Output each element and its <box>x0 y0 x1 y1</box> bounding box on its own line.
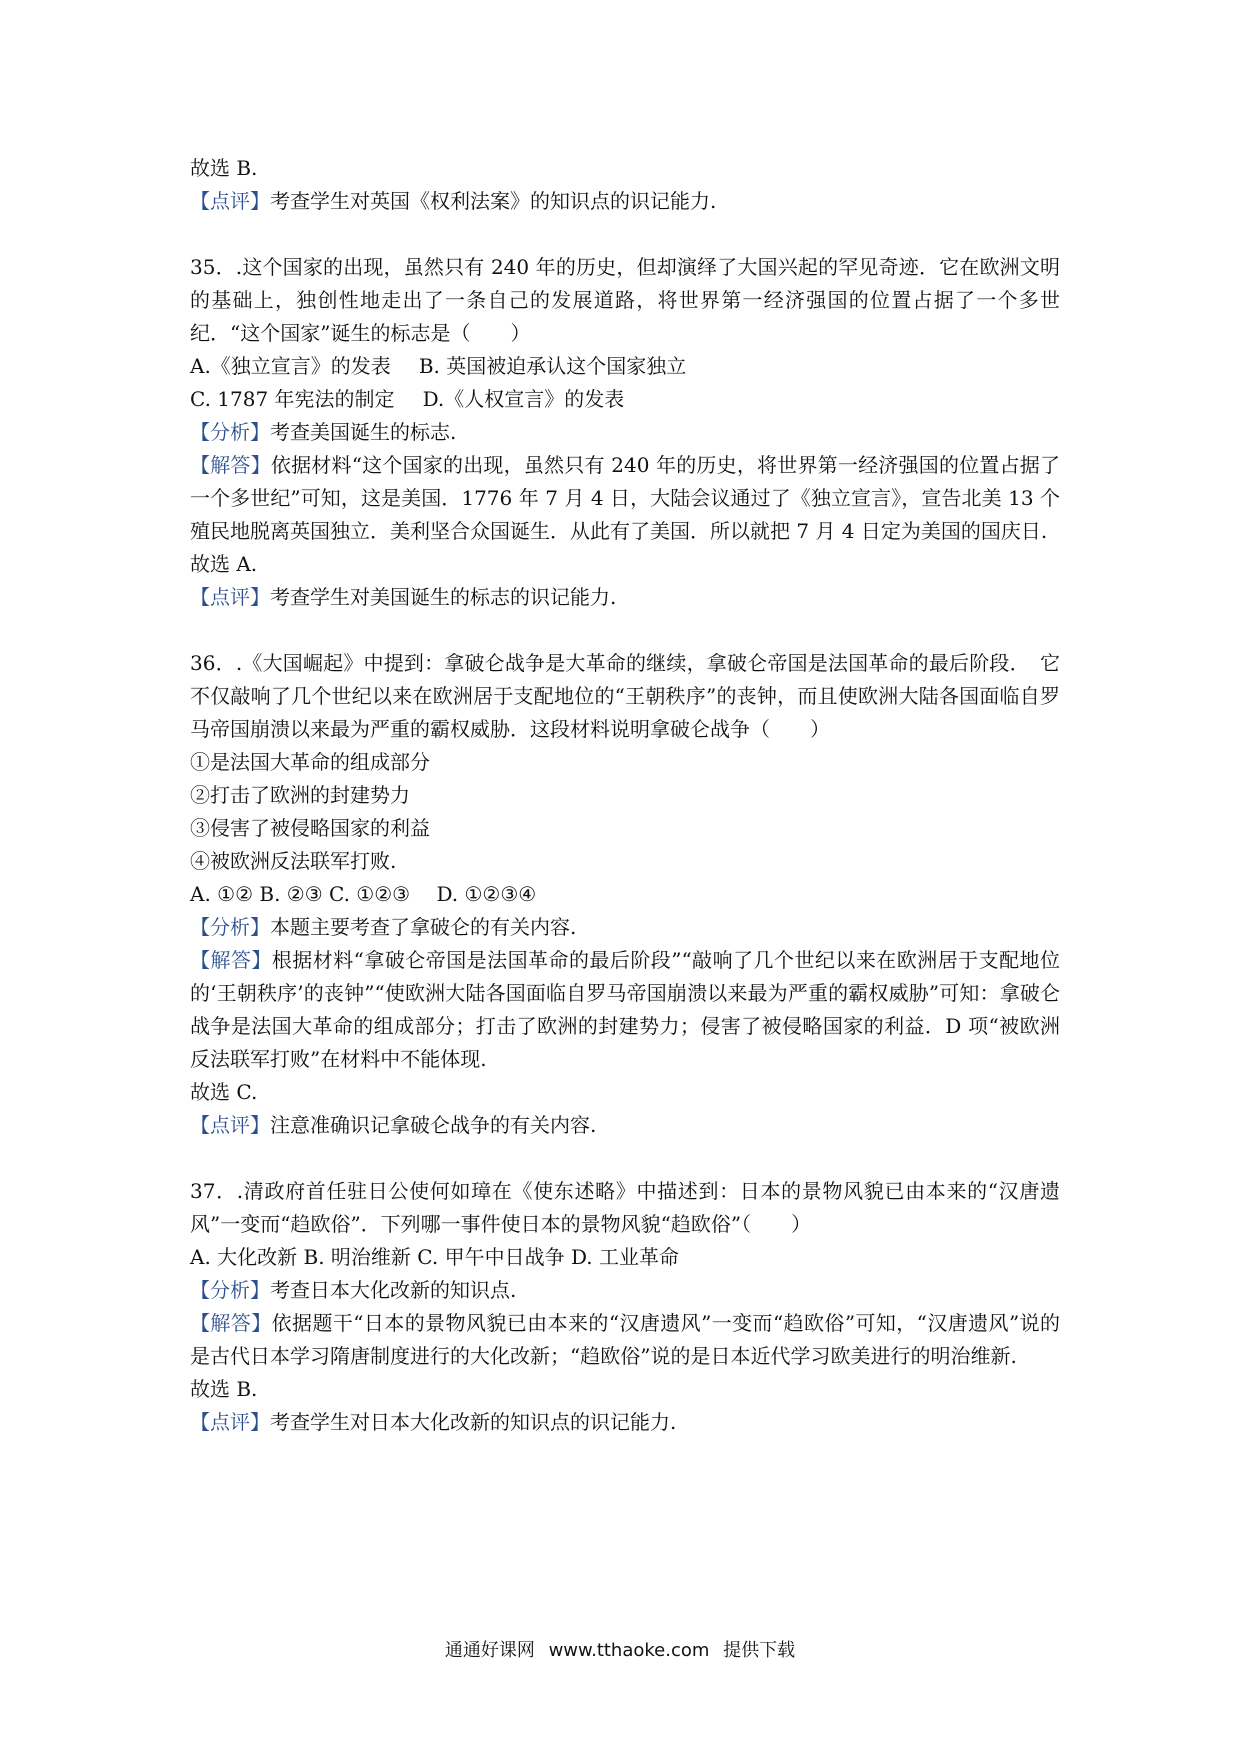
question-36-analysis <box>190 911 1060 944</box>
footer-suffix: 提供下载 <box>723 1640 796 1661</box>
solution-text: 根据材料“拿破仑帝国是法国革命的最后阶段”“敲响了几个世纪以来在欧洲居于支配地位的‘王朝秩序’的丧钟”“使欧洲大陆各国面临自罗马帝国崩溃以来最为严重的霸权威胁”可知：拿破仑战争是法国大革命的组成部分；打击了欧洲的封建势力；侵害了被侵略国家的利益．D 项“被欧洲反法联军打败”在材料中不能体现. <box>190 948 1060 1071</box>
question-36-item: ④被欧洲反法联军打败. <box>190 849 397 873</box>
question-37-solution <box>190 1307 1060 1373</box>
comment-text: 注意准确识记拿破仑战争的有关内容. <box>270 1113 597 1137</box>
analysis-text: 本题主要考查了拿破仑的有关内容. <box>270 915 577 939</box>
analysis-text: 考查日本大化改新的知识点. <box>270 1278 517 1302</box>
question-37-answer: 故选 B. <box>190 1377 258 1401</box>
comment-tag: 【点评】 <box>190 1410 270 1434</box>
question-35-options-row1 <box>190 350 1060 383</box>
option-d: D.《人权宣言》的发表 <box>422 387 625 411</box>
option-c: C. 1787 年宪法的制定 <box>190 387 395 411</box>
solution-tag: 【解答】 <box>190 948 272 972</box>
question-37-comment <box>190 1406 1060 1439</box>
solution-tag: 【解答】 <box>190 453 271 477</box>
question-36-item: ①是法国大革命的组成部分 <box>190 750 430 774</box>
comment-text: 考查学生对美国诞生的标志的识记能力. <box>270 585 617 609</box>
question-35-answer: 故选 A. <box>190 552 258 576</box>
analysis-tag: 【分析】 <box>190 420 270 444</box>
question-37-options: A. 大化改新 B. 明治维新 C. 甲午中日战争 D. 工业革命 <box>190 1245 679 1269</box>
option-b: B. 英国被迫承认这个国家独立 <box>418 354 687 378</box>
comment-tag: 【点评】 <box>190 585 270 609</box>
question-36-item: ③侵害了被侵略国家的利益 <box>190 816 430 840</box>
question-35-options-row2 <box>190 383 1060 416</box>
comment-text: 考查学生对英国《权利法案》的知识点的识记能力. <box>270 189 717 213</box>
comment-tag: 【点评】 <box>190 1113 270 1137</box>
comment-tag: 【点评】 <box>190 189 270 213</box>
footer-url[interactable]: www.tthaoke.com <box>548 1640 710 1661</box>
question-36-stem: 36．.《大国崛起》中提到：拿破仑战争是大革命的继续，拿破仑帝国是法国革命的最后阶段． 它不仅敲响了几个世纪以来在欧洲居于支配地位的“王朝秩序”的丧钟，而且使欧洲大陆各国面临自罗马帝国崩溃以来最为严重的霸权威胁．这段材料说明拿破仑战争（ ） <box>190 651 1060 741</box>
analysis-tag: 【分析】 <box>190 915 270 939</box>
question-36-comment <box>190 1109 1060 1142</box>
question-35-stem: 35．.这个国家的出现，虽然只有 240 年的历史，但却演绎了大国兴起的罕见奇迹．它在欧洲文明的基础上，独创性地走出了一条自己的发展道路，将世界第一经济强国的位置占据了一个多世纪．“这个国家”诞生的标志是（ ） <box>190 255 1060 345</box>
question-37-stem: 37．.清政府首任驻日公使何如璋在《使东述略》中描述到：日本的景物风貌已由本来的“汉唐遗风”一变而“趋欧俗”．下列哪一事件使日本的景物风貌“趋欧俗”（ ） <box>190 1179 1060 1236</box>
comment-text: 考查学生对日本大化改新的知识点的识记能力. <box>270 1410 677 1434</box>
solution-tag: 【解答】 <box>190 1311 272 1335</box>
question-36-options: A. ①② B. ②③ C. ①②③ D. ①②③④ <box>190 882 537 906</box>
footer-site-name: 通通好课网 <box>444 1640 535 1661</box>
page-footer <box>0 1636 1240 1662</box>
question-36-solution <box>190 944 1060 1076</box>
question-35-analysis <box>190 416 1060 449</box>
question-37-analysis <box>190 1274 1060 1307</box>
question-36-item: ②打击了欧洲的封建势力 <box>190 783 410 807</box>
question-36-answer: 故选 C. <box>190 1080 258 1104</box>
option-a: A.《独立宣言》的发表 <box>190 354 391 378</box>
solution-text: 依据题干“日本的景物风貌已由本来的“汉唐遗风”一变而“趋欧俗”可知，“汉唐遗风”说的是古代日本学习隋唐制度进行的大化改新；“趋欧俗”说的是日本近代学习欧美进行的明治维新. <box>190 1311 1060 1368</box>
document-body <box>190 152 1060 1439</box>
prev-answer: 故选 B. <box>190 156 258 180</box>
question-35-comment <box>190 581 1060 614</box>
analysis-text: 考查美国诞生的标志. <box>270 420 457 444</box>
solution-text: 依据材料“这个国家的出现，虽然只有 240 年的历史，将世界第一经济强国的位置占据了一个多世纪”可知，这是美国．1776 年 7 月 4 日，大陆会议通过了《独立宣言》，宣告北美 13 个殖民地脱离英国独立．美利坚合众国诞生．从此有了美国．所以就把 7 月 4 日定为美国的国庆日. <box>190 453 1061 543</box>
analysis-tag: 【分析】 <box>190 1278 270 1302</box>
prev-comment <box>190 185 1060 218</box>
question-35-solution <box>190 449 1060 548</box>
